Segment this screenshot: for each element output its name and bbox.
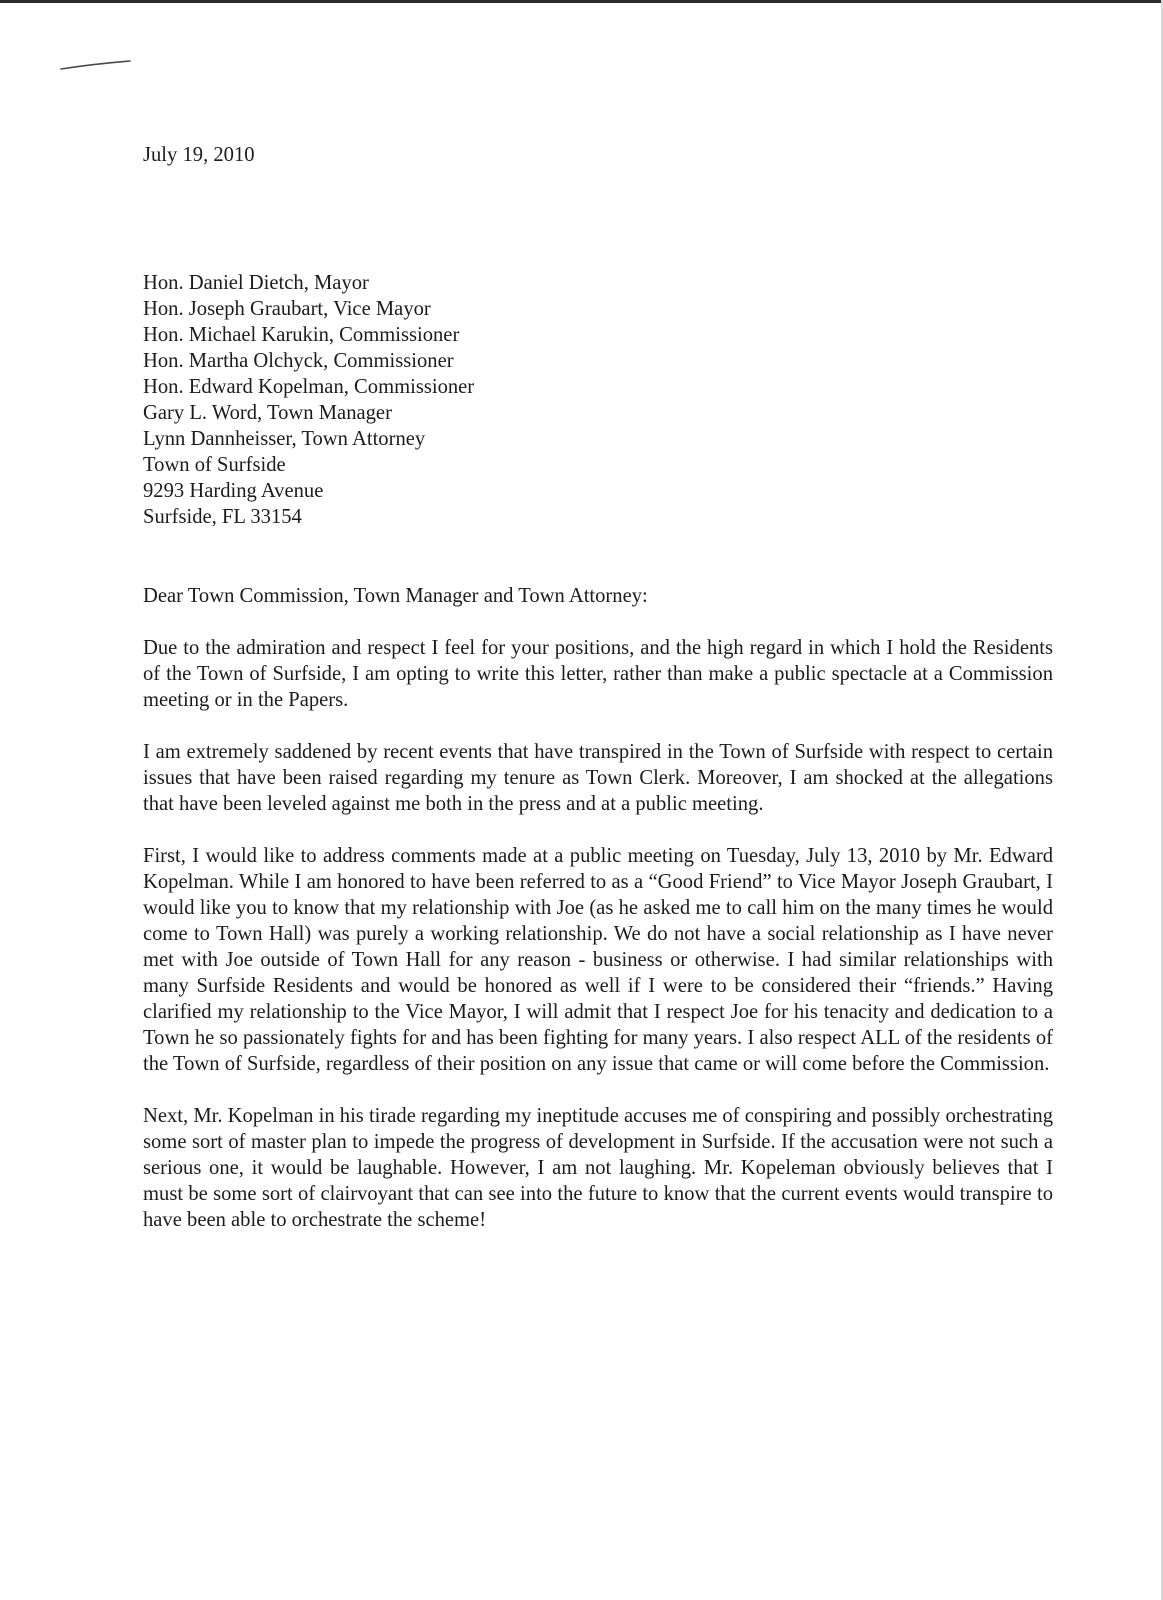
recipient-line: Gary L. Word, Town Manager — [143, 402, 392, 424]
letter — [143, 142, 1053, 1233]
body-paragraph: Next, Mr. Kopelman in his tirade regarding my ineptitude accuses me of conspiring and possibly orchestrating some sort of master plan to impede the progress of development in Surfside. If the accusation were not such a serious one, it would be laughable. However, I am not laughing. Mr. Kopeleman obviously believes that I must be some sort of clairvoyant that can see into the future to know that the current events would transpire to have been able to orchestrate the scheme! — [143, 1105, 1053, 1231]
salutation: Dear Town Commission, Town Manager and Town Attorney: — [143, 585, 648, 607]
recipient-line: Hon. Edward Kopelman, Commissioner — [143, 376, 475, 398]
scan-top-edge — [0, 0, 1163, 3]
body-paragraph: First, I would like to address comments made at a public meeting on Tuesday, July 13, 2010 by Mr. Edward Kopelman. While I am honored to have been referred to as a “Good Friend” to Vice Mayor Joseph Graubart, I would like you to know that my relationship with Joe (as he asked me to call him on the many times he would come to Town Hall) was purely a working relationship. We do not have a social relationship as I have never met with Joe outside of Town Hall for any reason - business or otherwise. I had similar relationships with many Surfside Residents and would be honored as well if I were to be considered their “friends.” Having clarified my relationship to the Vice Mayor, I will admit that I respect Joe for his tenacity and dedication to a Town he so passionately fights for and has been fighting for many years. I also respect ALL of the residents of the Town of Surfside, regardless of their position on any issue that came or will come before the Commission. — [143, 845, 1053, 1075]
letter-date: July 19, 2010 — [143, 144, 255, 166]
body-paragraph: I am extremely saddened by recent events that have transpired in the Town of Surfside with respect to certain issues that have been raised regarding my tenure as Town Clerk. Moreover, I am shocked at the allegations that have been leveled against me both in the press and at a public meeting. — [143, 741, 1053, 815]
recipient-line: Town of Surfside — [143, 454, 286, 476]
recipient-line: Surfside, FL 33154 — [143, 506, 302, 528]
recipient-address-block — [143, 270, 1053, 530]
recipient-line: Hon. Daniel Dietch, Mayor — [143, 272, 369, 294]
pen-stroke-mark — [60, 60, 132, 72]
recipient-line: Hon. Joseph Graubart, Vice Mayor — [143, 298, 431, 320]
recipient-line: Hon. Martha Olchyck, Commissioner — [143, 350, 454, 372]
body-paragraph: Due to the admiration and respect I feel for your positions, and the high regard in which I hold the Residents of the Town of Surfside, I am opting to write this letter, rather than make a public spectacle at a Commission meeting or in the Papers. — [143, 637, 1053, 711]
recipient-line: Hon. Michael Karukin, Commissioner — [143, 324, 460, 346]
recipient-line: Lynn Dannheisser, Town Attorney — [143, 428, 426, 450]
recipient-line: 9293 Harding Avenue — [143, 480, 324, 502]
